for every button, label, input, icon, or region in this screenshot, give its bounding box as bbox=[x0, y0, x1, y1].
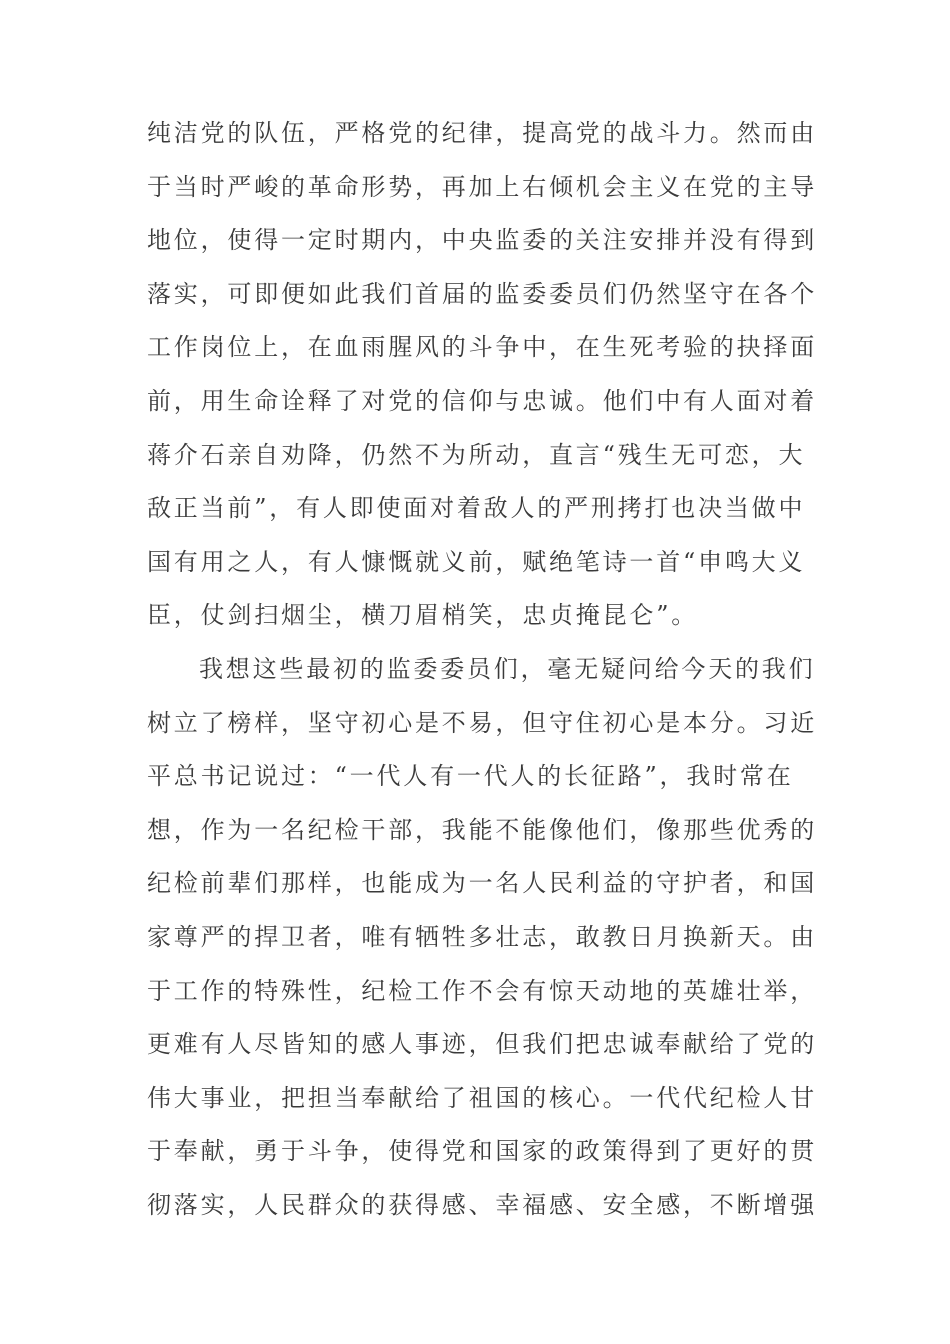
text-line: 家尊严的捍卫者，唯有牺牲多壮志，敢教日月换新天。由 bbox=[147, 922, 817, 951]
text-line: 工作岗位上，在血雨腥风的斗争中，在生死考验的抉择面 bbox=[147, 333, 817, 362]
text-line: 臣，仗剑扫烟尘，横刀眉梢笑，忠贞掩昆仑”。 bbox=[147, 601, 699, 630]
text-line: 更难有人尽皆知的感人事迹，但我们把忠诚奉献给了党的 bbox=[147, 1030, 817, 1059]
text-line: 平总书记说过：“一代人有一代人的长征路”，我时常在 bbox=[147, 762, 794, 791]
text-line: 前，用生命诠释了对党的信仰与忠诚。他们中有人面对着 bbox=[147, 386, 817, 415]
text-line: 树立了榜样，坚守初心是不易，但守住初心是本分。习近 bbox=[147, 708, 817, 737]
text-line: 落实，可即便如此我们首届的监委委员们仍然坚守在各个 bbox=[147, 279, 817, 308]
text-line: 彻落实，人民群众的获得感、幸福感、安全感，不断增强 bbox=[147, 1190, 817, 1219]
body-text bbox=[147, 107, 817, 1232]
text-line: 于奉献，勇于斗争，使得党和国家的政策得到了更好的贯 bbox=[147, 1137, 817, 1166]
text-line: 国有用之人，有人慷慨就义前，赋绝笔诗一首“申鸣大义 bbox=[147, 547, 806, 576]
text-line: 想，作为一名纪检干部，我能不能像他们，像那些优秀的 bbox=[147, 815, 817, 844]
text-line: 地位，使得一定时期内，中央监委的关注安排并没有得到 bbox=[147, 226, 817, 255]
paragraph-1 bbox=[147, 107, 817, 643]
text-line: 于当时严峻的革命形势，再加上右倾机会主义在党的主导 bbox=[147, 172, 817, 201]
text-line: 蒋介石亲自劝降，仍然不为所动，直言“残生无可恋，大 bbox=[147, 440, 806, 469]
text-line: 敌正当前”，有人即使面对着敌人的严刑拷打也决当做中 bbox=[147, 494, 806, 523]
text-line: 我想这些最初的监委委员们，毫无疑问给今天的我们 bbox=[199, 654, 816, 683]
text-line: 纪检前辈们那样，也能成为一名人民利益的守护者，和国 bbox=[147, 869, 817, 898]
text-line: 伟大事业，把担当奉献给了祖国的核心。一代代纪检人甘 bbox=[147, 1083, 817, 1112]
paragraph-2 bbox=[147, 643, 817, 1233]
text-line: 于工作的特殊性，纪检工作不会有惊天动地的英雄壮举， bbox=[147, 976, 817, 1005]
text-line: 纯洁党的队伍，严格党的纪律，提高党的战斗力。然而由 bbox=[147, 119, 817, 147]
